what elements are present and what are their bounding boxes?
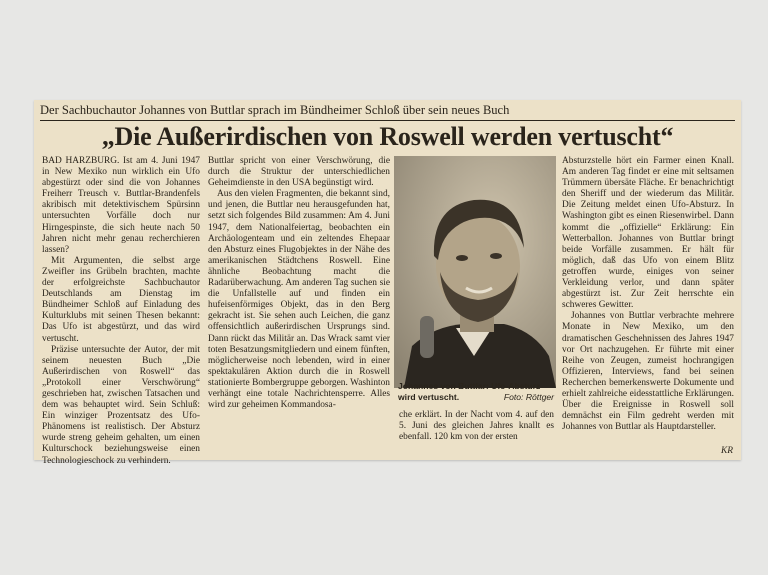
article-column-1 bbox=[42, 156, 200, 466]
paragraph: Absturzstelle hört ein Farmer einen Knall. Am anderen Tag findet er eine mit seltsamen Trümmern übersäte Fläche. Er benachrichtigt den Sheriff und der wiederum das Militär. Die Zeitung meldet einen Ufo-Absturz. In Washington gibt es einen Riesenwirbel. Dann kommt die „offizielle“ Erklärung: Ein Wetterballon. Johannes von Buttlar bringt beide Vorfälle zusammen. Er hält für möglich, daß das Ufo von einem Blitz getroffen wurde, einiges von seiner Verkleidung verlor, und dann später abgestürzt ist. Zur Zeit herrschte ein schweres Gewitter. bbox=[562, 156, 734, 311]
paragraph: Buttlar spricht von einer Verschwörung, die durch die Struktur der unterschiedlichen Geheimdienste in den USA begünstigt wird. bbox=[208, 156, 390, 189]
photo-credit: Foto: Röttger bbox=[503, 391, 554, 402]
photo-caption bbox=[398, 381, 554, 402]
headline: „Die Außerirdischen von Roswell werden vertuscht“ bbox=[101, 122, 674, 151]
portrait-image bbox=[394, 156, 556, 388]
article-column-2 bbox=[208, 156, 390, 460]
caption-text: Johannes von Buttlar: Ufo-Absturz wird vertuscht. bbox=[398, 381, 541, 402]
author-initials: KR bbox=[721, 446, 733, 456]
newspaper-clipping bbox=[34, 100, 741, 466]
kicker-line: Der Sachbuchautor Johannes von Buttlar sprach im Bündheimer Schloß über sein neues Buch bbox=[40, 103, 735, 121]
paragraph: Johannes von Buttlar verbrachte mehrere Monate in New Mexiko, um den dramatischen Geschehnissen des Jahres 1947 vor Ort nachzugehen. Er führte mit einer Reihe von Zeugen, zumeist hochrangigen Offizieren, Interviews, fand bei seinen Recherchen bemerkenswerte Dokumente und erhielt zahlreiche eidesstattliche Erklärungen. Über die Ereignisse in Roswell soll demnächst ein Film gedreht werden mit Johannes von Buttlar als Hauptdarsteller. bbox=[562, 311, 734, 433]
paragraph: BAD HARZBURG. Ist am 4. Juni 1947 in New Mexiko nun wirklich ein Ufo abgestürzt oder sind die von Johannes Freiherr Treusch v. Buttlar-Brandenfels akribisch mit detektivischem Spürsinn untersuchten Vorfälle doch nur Hirngespinste, die sich heute nach 50 Jahren nicht mehr genau recherchieren lassen? bbox=[42, 156, 200, 255]
portrait-photo bbox=[394, 156, 556, 388]
paragraph: Aus den vielen Fragmenten, die bekannt sind, und jenen, die Buttlar neu herausgefunden hat, setzt sich folgendes Bild zusammen: Am 4. Juni 1947, dem Nationalfeiertag, beobachten ein Archäologenteam und ein zeltendes Ehepaar den Absturz eines Flugobjektes in der Nähe des amerikanischen Städtchens Roswell. Eine ähnliche Beobachtung macht die Radarüberwachung. Am anderen Tag suchen sie die Unfallstelle auf und finden ein hufeisenförmiges Objekt, das in den Berg gekracht ist. Sie sehen auch Leichen, die ganz offensichtlich außerirdischen Ursprungs sind. Dann rückt das Militär an. Das Wrack samt vier toten Besatzungsmitgliedern und einem fünften, möglicherweise noch lebenden, wird in einer spektakulären Aktion durch die in Roswell stationierte Bombergruppe geborgen. Washinton verhängt eine totale Nachrichtensperre. Alles wird zur geheimen Kommandosa- bbox=[208, 189, 390, 411]
paragraph: Mit Argumenten, die selbst arge Zweifler ins Grübeln brachten, machte der erfolgreichste Sachbuchautor Deutschlands am Dienstag im Bündheimer Schloß auf Einladung des Kulturklubs mit seinen Thesen bekannt: Das Ufo ist abgestürzt, und das wird vertuscht. bbox=[42, 255, 200, 344]
paragraph: Präzise untersuchte der Autor, der mit seinem neuesten Buch „Die Außerirdischen von Roswell“ das „Protokoll einer Verschwörung“ geschrieben hat, zwischen Tatsachen und dem was behauptet wird. Sein Schluß: Ein winziger Prozentsatz des Ufo-Phänomens ist realistisch. Der Absturz wurde streng geheim gehalten, um einen Kulturschock beziehungsweise einen Technologieschock zu verhindern. bbox=[42, 344, 200, 466]
article-column-3-bottom: che erklärt. In der Nacht vom 4. auf den 5. Juni des gleichen Jahres knallt es ebenfall. 120 km von der ersten bbox=[399, 410, 554, 443]
article-column-4 bbox=[562, 156, 734, 460]
